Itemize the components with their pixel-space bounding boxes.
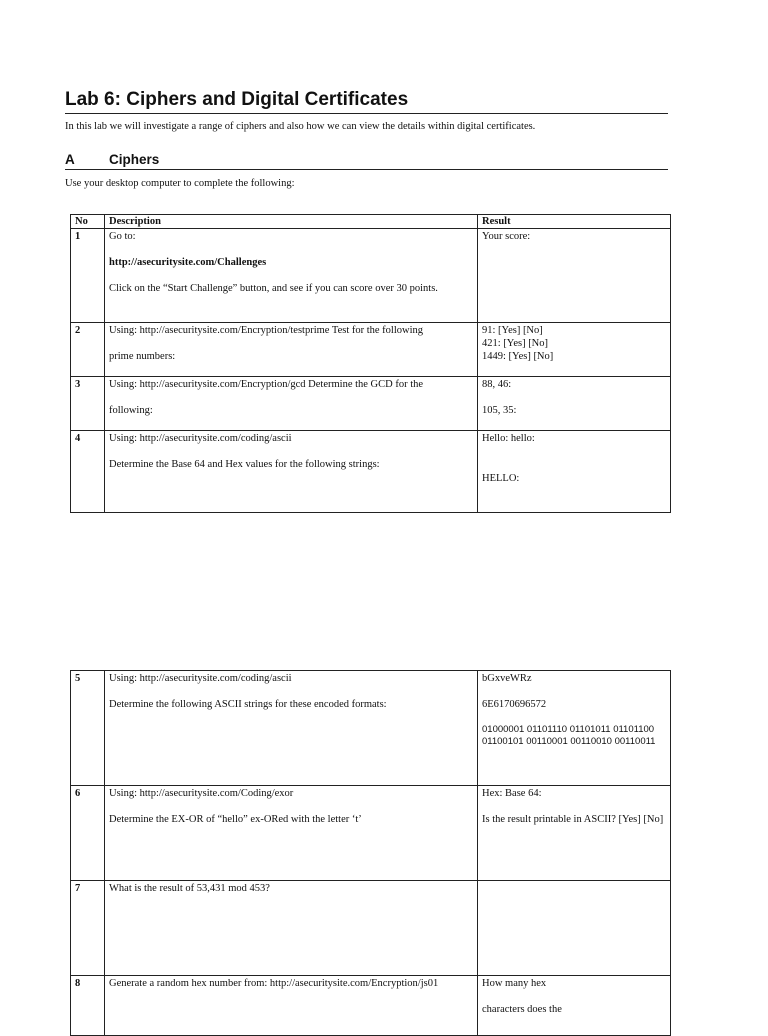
row-number: 1 (71, 229, 105, 323)
result-line: Is the result printable in ASCII? [Yes] [No] (482, 814, 664, 825)
row-result (478, 431, 671, 513)
row-description (105, 431, 478, 513)
section-heading (65, 150, 668, 170)
result-line: 88, 46: (482, 379, 512, 390)
row-number: 5 (71, 671, 105, 786)
table-header-row (71, 215, 671, 229)
row-number: 4 (71, 431, 105, 513)
row-result (478, 786, 671, 881)
description-line: following: (109, 405, 153, 416)
row-number: 3 (71, 377, 105, 431)
table-row (71, 377, 671, 431)
result-line: Hex: Base 64: (482, 788, 542, 799)
lab-table-part-2 (70, 670, 671, 1036)
row-description (105, 377, 478, 431)
intro-text: In this lab we will investigate a range of ciphers and also how we can view the details within digital certificates. (65, 121, 536, 132)
lab-table-part-1 (70, 214, 671, 513)
result-line: 6E6170696572 (482, 699, 547, 710)
description-line: Determine the Base 64 and Hex values for the following strings: (109, 459, 380, 470)
table-row (71, 431, 671, 513)
instruction-text: Use your desktop computer to complete the following: (65, 178, 295, 189)
row-result (478, 671, 671, 786)
result-line: 421: [Yes] [No] (482, 338, 549, 349)
section-letter: A (65, 152, 75, 167)
header-no: No (71, 215, 105, 229)
table-row (71, 976, 671, 1036)
description-line: Determine the following ASCII strings for these encoded formats: (109, 699, 387, 710)
description-line: Using: http://asecuritysite.com/coding/ascii (109, 673, 292, 684)
description-line: Generate a random hex number from: http://asecuritysite.com/Encryption/js01 (109, 978, 439, 989)
row-description (105, 229, 478, 323)
description-line: prime numbers: (109, 351, 176, 362)
table-row (71, 881, 671, 976)
row-description (105, 976, 478, 1036)
row-description (105, 671, 478, 786)
row-result (478, 323, 671, 377)
row-description (105, 786, 478, 881)
row-result (478, 976, 671, 1036)
description-line: Using: http://asecuritysite.com/Encryption/testprime Test for the following (109, 325, 424, 336)
page-title: Lab 6: Ciphers and Digital Certificates (65, 88, 668, 114)
result-line: 91: [Yes] [No] (482, 325, 543, 336)
result-line: 105, 35: (482, 405, 517, 416)
header-result: Result (478, 215, 671, 229)
description-line: Using: http://asecuritysite.com/coding/ascii (109, 433, 292, 444)
section-title: Ciphers (109, 152, 160, 167)
row-result (478, 881, 671, 976)
result-line: Your score: (482, 231, 531, 242)
result-line: Hello: hello: (482, 433, 535, 444)
result-line: How many hex (482, 978, 547, 989)
table-row (71, 671, 671, 786)
challenge-url: http://asecuritysite.com/Challenges (109, 257, 267, 268)
description-line: Determine the EX-OR of “hello” ex-ORed with the letter ‘t’ (109, 814, 362, 825)
table-row (71, 786, 671, 881)
result-line: HELLO: (482, 473, 520, 484)
result-line: 1449: [Yes] [No] (482, 351, 554, 362)
description-line: Go to: (109, 231, 136, 242)
description-line: What is the result of 53,431 mod 453? (109, 883, 270, 894)
description-line: Click on the “Start Challenge” button, and see if you can score over 30 points. (109, 283, 438, 294)
row-result (478, 229, 671, 323)
row-number: 8 (71, 976, 105, 1036)
row-result (478, 377, 671, 431)
description-line: Using: http://asecuritysite.com/Encryption/gcd Determine the GCD for the (109, 379, 424, 390)
table-row (71, 229, 671, 323)
result-line: bGxveWRz (482, 673, 532, 684)
row-number: 7 (71, 881, 105, 976)
header-description: Description (105, 215, 478, 229)
row-description (105, 881, 478, 976)
row-number: 6 (71, 786, 105, 881)
row-number: 2 (71, 323, 105, 377)
row-description (105, 323, 478, 377)
result-line: characters does the (482, 1004, 562, 1015)
description-line: Using: http://asecuritysite.com/Coding/exor (109, 788, 294, 799)
binary-string: 01000001 01101110 01101011 01101100 01100101 00110001 00110010 00110011 (482, 724, 656, 747)
table-row (71, 323, 671, 377)
